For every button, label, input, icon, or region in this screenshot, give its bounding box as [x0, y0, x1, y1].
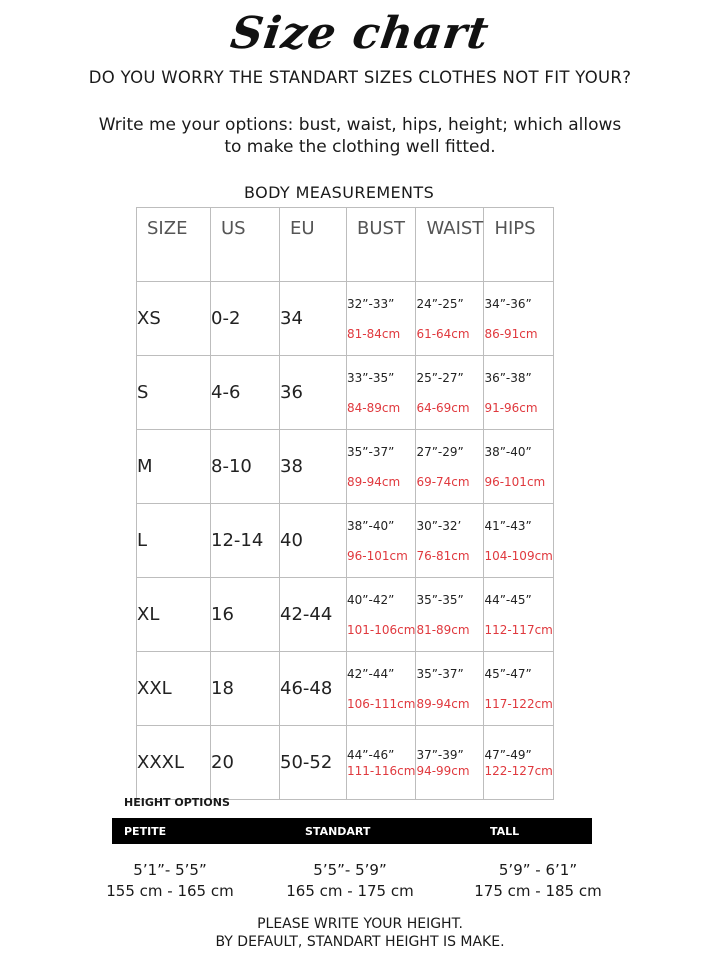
col-header-size: SIZE	[137, 208, 211, 282]
cell-bust	[347, 726, 416, 800]
cell-us: 8-10	[211, 430, 280, 504]
hips-inches: 38”-40”	[484, 444, 532, 459]
hips-cm: 112-117cm	[484, 622, 553, 637]
waist-cm: 89-94cm	[416, 696, 470, 711]
bust-inches: 44”-46”	[347, 747, 395, 762]
bust-inches: 32”-33”	[347, 296, 395, 311]
col-header-waist: WAIST	[416, 208, 484, 282]
col-header-eu: EU	[280, 208, 347, 282]
height-tall-ft: 5’9” - 6’1”	[498, 861, 578, 879]
cell-bust	[347, 282, 416, 356]
bust-inches: 35”-37”	[347, 444, 395, 459]
intro-line-2: to make the clothing well fitted.	[224, 137, 496, 157]
bust-cm: 101-106cm	[347, 622, 416, 637]
bust-inches: 33”-35”	[347, 370, 395, 385]
cell-us: 4-6	[211, 356, 280, 430]
waist-inches: 30”-32’	[416, 518, 462, 533]
hips-inches: 36”-38”	[484, 370, 532, 385]
table-row	[137, 726, 554, 800]
cell-hips	[484, 282, 553, 356]
bust-cm: 106-111cm	[347, 696, 416, 711]
col-header-bust: BUST	[347, 208, 416, 282]
cell-eu: 46-48	[280, 652, 347, 726]
cell-eu: 42-44	[280, 578, 347, 652]
waist-cm: 81-89cm	[416, 622, 470, 637]
cell-size: XXL	[137, 652, 211, 726]
waist-inches: 35”-35”	[416, 592, 464, 607]
cell-waist	[416, 726, 484, 800]
hips-cm: 117-122cm	[484, 696, 553, 711]
footer-line-2: BY DEFAULT, STANDART HEIGHT IS MAKE.	[215, 934, 505, 950]
cell-hips	[484, 578, 553, 652]
cell-us: 20	[211, 726, 280, 800]
bust-cm: 96-101cm	[347, 548, 408, 563]
cell-us: 18	[211, 652, 280, 726]
cell-us: 16	[211, 578, 280, 652]
height-petite-cm: 155 cm - 165 cm	[106, 882, 234, 900]
cell-us: 0-2	[211, 282, 280, 356]
cell-waist	[416, 578, 484, 652]
size-table	[136, 207, 554, 800]
cell-size: XXXL	[137, 726, 211, 800]
cell-waist	[416, 356, 484, 430]
cell-size: S	[137, 356, 211, 430]
height-standart-cm: 165 cm - 175 cm	[286, 882, 414, 900]
hips-cm: 104-109cm	[484, 548, 553, 563]
cell-eu: 34	[280, 282, 347, 356]
bust-cm: 84-89cm	[347, 400, 401, 415]
cell-hips	[484, 652, 553, 726]
hips-cm: 96-101cm	[484, 474, 546, 489]
cell-size: XS	[137, 282, 211, 356]
headline: DO YOU WORRY THE STANDART SIZES CLOTHES NOT FIT YOUR?	[88, 68, 632, 87]
hips-inches: 44”-45”	[484, 592, 532, 607]
height-tall-values	[438, 860, 638, 902]
table-header-row	[137, 208, 554, 282]
bust-inches: 40”-42”	[347, 592, 395, 607]
cell-waist	[416, 504, 484, 578]
table-row	[137, 578, 554, 652]
waist-cm: 69-74cm	[416, 474, 470, 489]
bust-inches: 42”-44”	[347, 666, 395, 681]
hips-inches: 45”-47”	[484, 666, 532, 681]
height-option-petite-label: PETITE	[124, 825, 167, 838]
cell-eu: 36	[280, 356, 347, 430]
waist-cm: 61-64cm	[416, 326, 470, 341]
waist-inches: 37”-39”	[416, 747, 464, 762]
cell-size: L	[137, 504, 211, 578]
height-option-tall-label: TALL	[490, 825, 520, 838]
table-row	[137, 356, 554, 430]
cell-waist	[416, 430, 484, 504]
section-title: BODY MEASUREMENTS	[244, 183, 435, 202]
col-header-hips: HIPS	[484, 208, 553, 282]
height-options-label: HEIGHT OPTIONS	[124, 796, 230, 809]
waist-inches: 27”-29”	[416, 444, 464, 459]
col-header-us: US	[211, 208, 280, 282]
waist-inches: 24”-25”	[416, 296, 464, 311]
height-options-bar	[112, 818, 592, 844]
waist-inches: 25”-27”	[416, 370, 464, 385]
table-row	[137, 430, 554, 504]
cell-hips	[484, 356, 553, 430]
cell-us: 12-14	[211, 504, 280, 578]
hips-cm: 91-96cm	[484, 400, 538, 415]
cell-waist	[416, 652, 484, 726]
cell-hips	[484, 504, 553, 578]
height-tall-cm: 175 cm - 185 cm	[474, 882, 602, 900]
hips-cm: 86-91cm	[484, 326, 538, 341]
bust-cm: 89-94cm	[347, 474, 401, 489]
height-standart-ft: 5’5”- 5’9”	[313, 861, 387, 879]
height-petite-values	[70, 860, 270, 902]
footer-line-1: PLEASE WRITE YOUR HEIGHT.	[257, 916, 463, 932]
cell-eu: 50-52	[280, 726, 347, 800]
cell-bust	[347, 504, 416, 578]
footer-note	[0, 915, 720, 951]
table-row	[137, 282, 554, 356]
cell-size: XL	[137, 578, 211, 652]
cell-eu: 38	[280, 430, 347, 504]
bust-inches: 38”-40”	[347, 518, 395, 533]
hips-inches: 34”-36”	[484, 296, 532, 311]
cell-bust	[347, 356, 416, 430]
intro-text	[0, 114, 720, 158]
cell-eu: 40	[280, 504, 347, 578]
cell-bust	[347, 578, 416, 652]
table-row	[137, 504, 554, 578]
bust-cm: 111-116cm	[347, 763, 416, 778]
height-option-standart-label: STANDART	[305, 825, 371, 838]
cell-size: M	[137, 430, 211, 504]
cell-bust	[347, 430, 416, 504]
hips-inches: 41”-43”	[484, 518, 532, 533]
height-standart-values	[250, 860, 450, 902]
bust-cm: 81-84cm	[347, 326, 401, 341]
page-title: Size chart	[227, 8, 493, 59]
hips-cm: 122-127cm	[484, 763, 553, 778]
height-petite-ft: 5’1”- 5’5”	[133, 861, 207, 879]
cell-waist	[416, 282, 484, 356]
waist-cm: 76-81cm	[416, 548, 470, 563]
cell-hips	[484, 430, 553, 504]
hips-inches: 47”-49”	[484, 747, 532, 762]
cell-hips	[484, 726, 553, 800]
intro-line-1: Write me your options: bust, waist, hips, height; which allows	[98, 115, 622, 135]
waist-cm: 64-69cm	[416, 400, 470, 415]
waist-inches: 35”-37”	[416, 666, 464, 681]
cell-bust	[347, 652, 416, 726]
table-row	[137, 652, 554, 726]
waist-cm: 94-99cm	[416, 763, 470, 778]
